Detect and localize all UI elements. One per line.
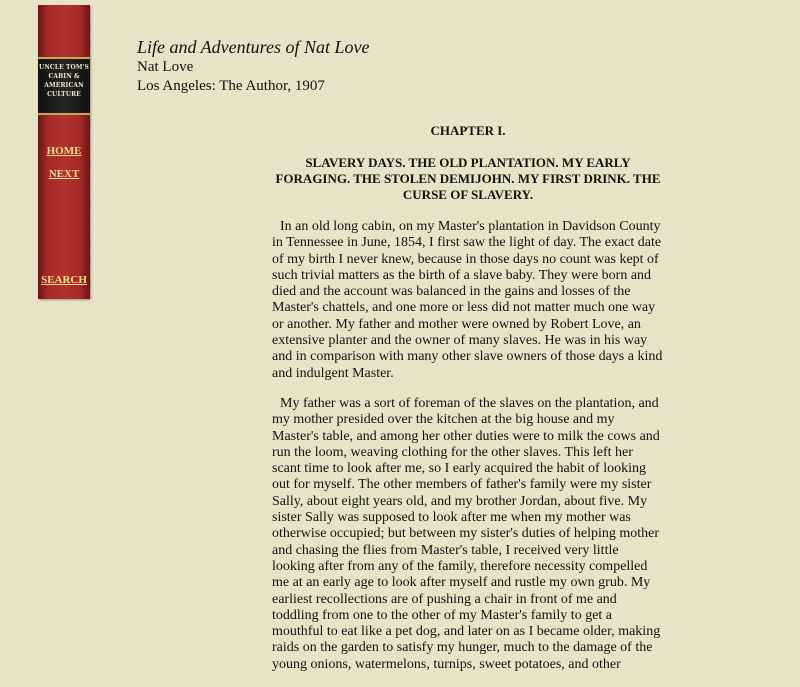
home-link[interactable]: HOME [46,145,82,157]
logo-line: CULTURE [47,91,81,98]
chapter-heading: CHAPTER I. [430,123,506,138]
next-link[interactable]: NEXT [48,168,80,180]
book-author: Nat Love [137,59,194,75]
logo-line: UNCLE TOM'S [39,64,89,71]
book-imprint: Los Angeles: The Author, 1907 [137,78,325,94]
paragraph: In an old long cabin, on my Master's plantation in Davidson County in Tennessee in June, 1854, I first saw the light of day. The exact date of my birth I never knew, because in those days no count was kept of such trivial matters as the birth of a slave baby. They were born and died and the account was balanced in the gains and losses of the Master's chattels, and one more or less did not matter much one way or another. My father and mother were owned by Robert Love, an extensive planter and the owner of many slaves. He was in his way and in comparison with many other slave owners of those days a kind and indulgent Master. [272,219,663,381]
search-link[interactable]: SEARCH [41,274,87,286]
paragraph: My father was a sort of foreman of the slaves on the plantation, and my mother presided over the kitchen at the big house and my Master's table, and among her other duties were to milk the cows and run the loom, weaving clothing for the other slaves. This left her scant time to look after me, so I early acquired the habit of looking out for myself. The other members of father's family were my sister Sally, about eight years old, and my brother Jordan, about five. My sister Sally was supposed to look after me when my mother was otherwise occupied; but between my sister's duties of helping mother and chasing the flies from Master's table, I received very little looking after from any of the family, therefore necessity compelled me at an early age to look after myself and rustle my own grub. My earliest recollections are of pushing a chair in front of me and toddling from one to the other of my Master's family to get a mouthful to eat like a pet dog, and later on as I became older, making raids on the garden to satisfy my hunger, much to the damage of the young onions, watermelons, turnips, sweet potatoes, and other [272,395,661,672]
chapter-content [272,123,664,687]
book-header [137,36,369,96]
site-logo-label [38,57,90,115]
logo-line: CABIN & [48,73,80,80]
book-spine-sidebar [38,5,90,299]
chapter-summary: SLAVERY DAYS. THE OLD PLANTATION. MY EARLY FORAGING. THE STOLEN DEMIJOHN. MY FIRST DRINK. THE CURSE OF SLAVERY. [275,155,661,202]
logo-line: AMERICAN [44,82,84,89]
book-title: Life and Adventures of Nat Love [137,37,370,57]
